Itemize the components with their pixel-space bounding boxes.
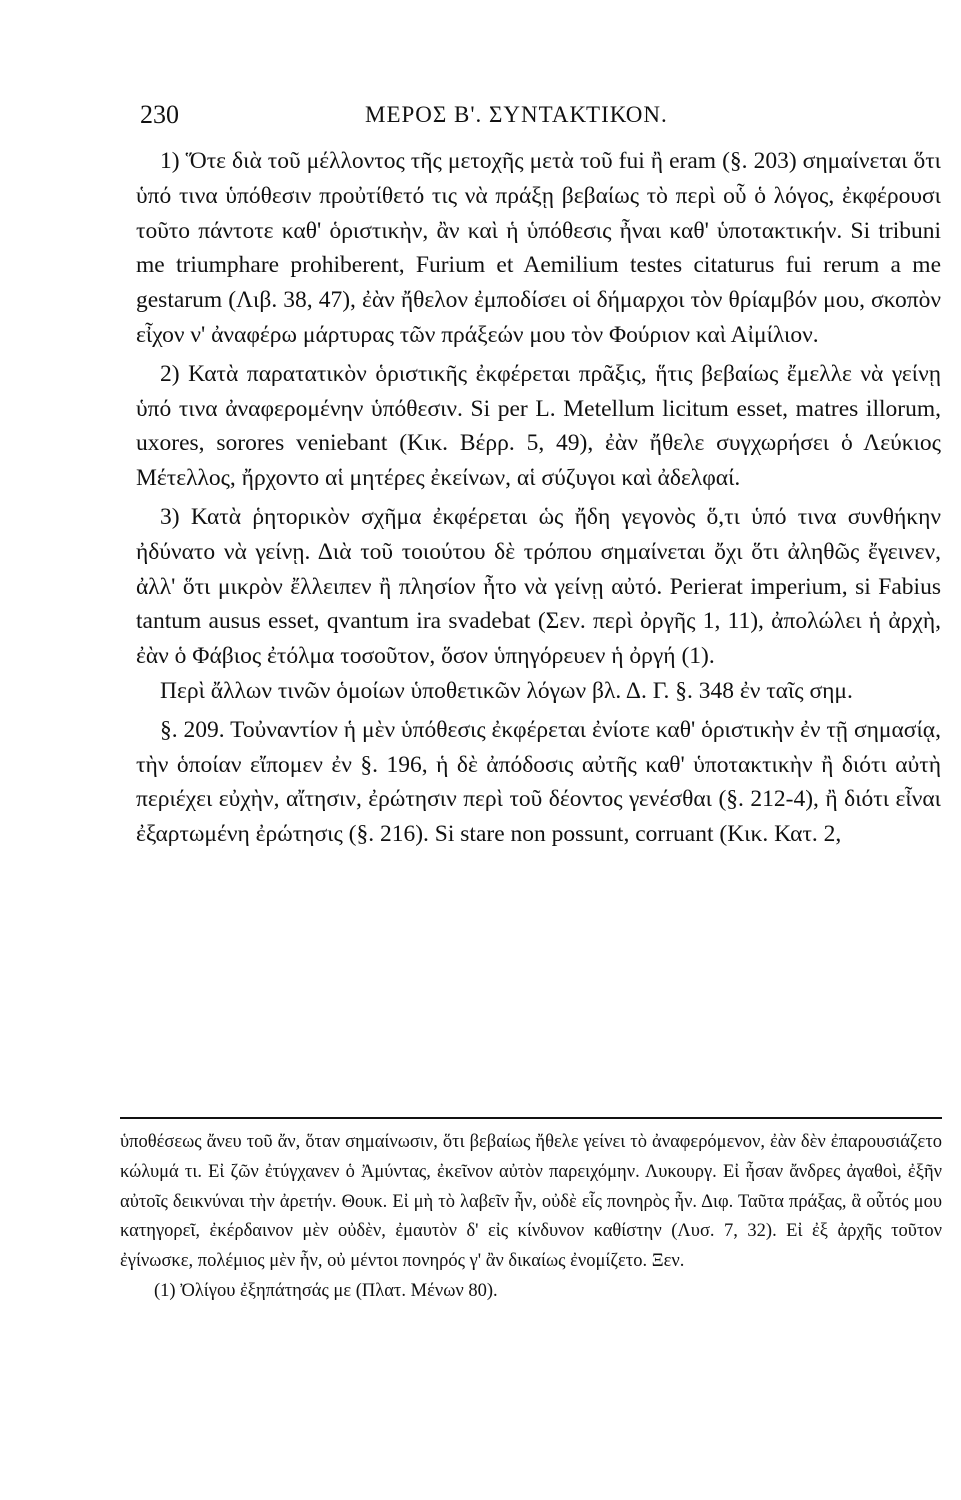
paragraph-rule-3: 3) Κατὰ ῥητορικὸν σχῆμα ἐκφέρεται ὡς ἤδη γεγονὸς ὅ,τι ὑπό τινα συνθήκην ἠδύνατο νὰ γείνῃ. Διὰ τοῦ τοιούτου δὲ τρόπου σημαίνεται ὄχι ὅτι ἀληθῶς ἔγεινεν, ἀλλ' ὅτι μικρὸν ἔλλειπεν ἢ πλησίον ἦτο νὰ γείνῃ αὐτό. Perierat imperium, si Fabius tantum ausus esset, qvantum ira svadebat (Σεν. περὶ ὀργῆς 1, 11), ἀπολώλει ἡ ἀρχὴ, ἐὰν ὁ Φάβιος ἐτόλμα τοσοῦτον, ὅσον ὑπηγόρευεν ἡ ὀργή (1). <box>136 503 941 670</box>
running-head: ΜΕΡΟΣ Β'. ΣΥΝΤΑΚΤΙΚΟΝ. <box>365 102 668 127</box>
paragraph-rule-2: 2) Κατὰ παρατατικὸν ὁριστικῆς ἐκφέρεται πρᾶξις, ἥτις βεβαίως ἔμελλε νὰ γείνῃ ὑπό τινα ἀναφερομένην ὑπόθεσιν. Si per L. Metellum licitum esset, matres illorum, uxores, sorores veniebant (Κικ. Βέρρ. 5, 49), ἐὰν ἤθελε συγχωρήσει ὁ Λεύκιος Μέτελλος, ἤρχοντο αἱ μητέρες ἐκείνων, αἱ σύζυγοι καὶ ἀδελφαί. <box>136 360 941 492</box>
page-number: 230 <box>140 100 179 129</box>
footnote-continued: ὑποθέσεως ἄνευ τοῦ ἄν, ὅταν σημαίνωσιν, ὅτι βεβαίως ἤθελε γείνει τὸ ἀναφερόμενον, ἐὰν δὲν ἐπαρουσιάζετο κώλυμά τι. Εἰ ζῶν ἐτύγχανεν ὁ Ἀμύντας, ἐκεῖνον αὐτὸν παρειχόμην. Λυκουργ. Εἰ ἦσαν ἄνδρες ἀγαθοὶ, ἐξῆν αὐτοῖς δεικνύναι τὴν ἀρετήν. Θουκ. Εἰ μὴ τὸ λαβεῖν ἦν, οὐδὲ εἷς πονηρὸς ἦν. Διφ. Ταῦτα πράξας, ἃ οὗτός μου κατηγορεῖ, ἐκέρδαινον μὲν οὐδὲν, ἐμαυτὸν δ' εἰς κίνδυνον καθίστην (Λυσ. 7, 32). Εἰ ἐξ ἀρχῆς τοῦτον ἐγίνωσκε, πολέμιος μὲν ἦν, οὐ μέντοι πονηρός γ' ἂν δικαίως ἐνομίζετο. Ξεν. <box>120 1132 942 1272</box>
page-header <box>140 100 940 136</box>
paragraph-section-209: §. 209. Τοὐναντίον ἡ μὲν ὑπόθεσις ἐκφέρεται ἐνίοτε καθ' ὁριστικὴν ἐν τῇ σημασίᾳ, τὴν ὁποίαν εἴπομεν ἐν §. 196, ἡ δὲ ἀπόδοσις αὐτῆς καθ' ὑποτακτικὴν ἢ διότι αὐτὴ περιέχει εὐχὴν, αἴτησιν, ἐρώτησιν περὶ τοῦ δέοντος γενέσθαι (§. 212-4), ἢ διότι εἶναι ἐξαρτωμένη ἐρώτησις (§. 216). Si stare non possunt, corruant (Κικ. Κατ. 2, <box>136 716 941 848</box>
main-text <box>136 144 941 852</box>
footnote-divider <box>120 1117 942 1119</box>
paragraph-rule-1: 1) Ὅτε διὰ τοῦ μέλλοντος τῆς μετοχῆς μετὰ τοῦ fui ἢ eram (§. 203) σημαίνεται ὅτι ὑπό τινα ὑπόθεσιν προὐτίθετό τις νὰ πράξῃ βεβαίως τὸ περὶ οὗ ὁ λόγος, ἐκφέρουσι τοῦτο πάντοτε καθ' ὁριστικὴν, ἂν καὶ ἡ ὑπόθεσις ἦναι καθ' ὑποτακτικήν. Si tribuni me triumphare prohiberent, Furium et Aemilium testes citaturus fui rerum a me gestarum (Λιβ. 38, 47), ἐὰν ἤθελον ἐμποδίσει οἱ δήμαρχοι τὸν θρίαμβόν μου, σκοπὸν εἶχον ν' ἀναφέρω μάρτυρας τῶν πράξεών μου τὸν Φούριον καὶ Αἰμίλιον. <box>136 148 941 348</box>
footnotes <box>120 1128 942 1307</box>
paragraph-cross-reference: Περὶ ἄλλων τινῶν ὁμοίων ὑποθετικῶν λόγων βλ. Δ. Γ. §. 348 ἐν ταῖς σημ. <box>160 677 853 704</box>
footnote-1: (1) Ὀλίγου ἐξηπάτησάς με (Πλατ. Μένων 80). <box>154 1280 498 1301</box>
